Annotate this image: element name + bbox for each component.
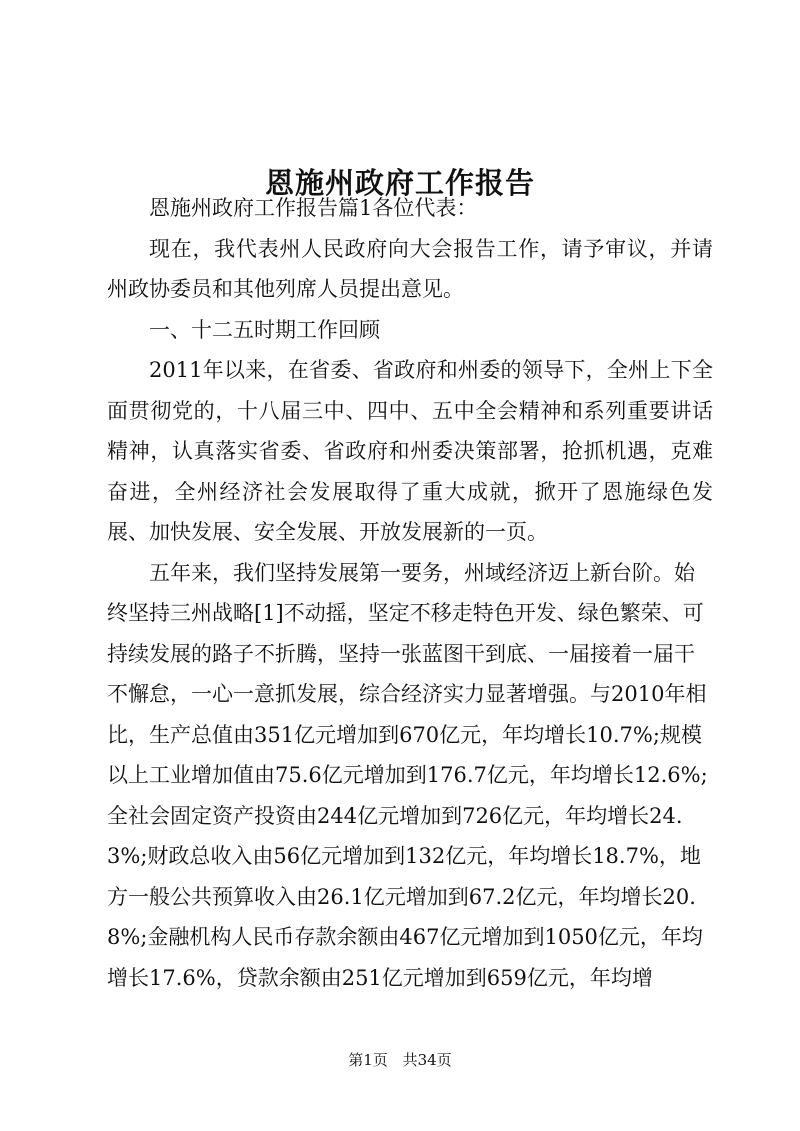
paragraph-economy: 五年来，我们坚持发展第一要务，州域经济迈上新台阶。始终坚持三州战略[1]不动摇，坚定不移走特色开发、绿色繁荣、可持续发展的路子不折腾，坚持一张蓝图干到底、一届接着一届干不懈怠，一心一意抓发展，综合经济实力显著增强。与2010年相比，生产总值由351亿元增加到670亿元，年均增长10.7%;规模以上工业增加值由75.6亿元增加到176.7亿元，年均增长12.6%;全社会固定资产投资由244亿元增加到726亿元，年均增长24.3%;财政总收入由56亿元增加到132亿元，年均增长18.7%，地方一般公共预算收入由26.1亿元增加到67.2亿元，年均增长20.8%;金融机构人民币存款余额由467亿元增加到1050亿元，年均增长17.6%，贷款余额由251亿元增加到659亿元，年均增 — [107, 560, 708, 990]
page-footer — [0, 1049, 800, 1071]
page-number: 第1页 — [348, 1051, 388, 1069]
page-total: 共34页 — [402, 1051, 452, 1069]
paragraph-report-intro: 现在，我代表州人民政府向大会报告工作，请予审议，并请州政协委员和其他列席人员提出意见。 — [107, 236, 713, 301]
section-heading: 一、十二五时期工作回顾 — [149, 317, 380, 342]
paragraph-opening: 恩施州政府工作报告篇1各位代表： — [149, 196, 478, 220]
paragraph-achievements: 2011年以来，在省委、省政府和州委的领导下，全州上下全面贯彻党的，十八届三中、四中、五中全会精神和系列重要讲话精神，认真落实省委、省政府和州委决策部署，抢抓机遇，克难奋进，全州经济社会发展取得了重大成就，掀开了恩施绿色发展、加快发展、安全发展、开放发展新的一页。 — [107, 358, 713, 544]
document-body — [107, 188, 713, 998]
document-title: 恩施州政府工作报告 — [264, 166, 535, 201]
